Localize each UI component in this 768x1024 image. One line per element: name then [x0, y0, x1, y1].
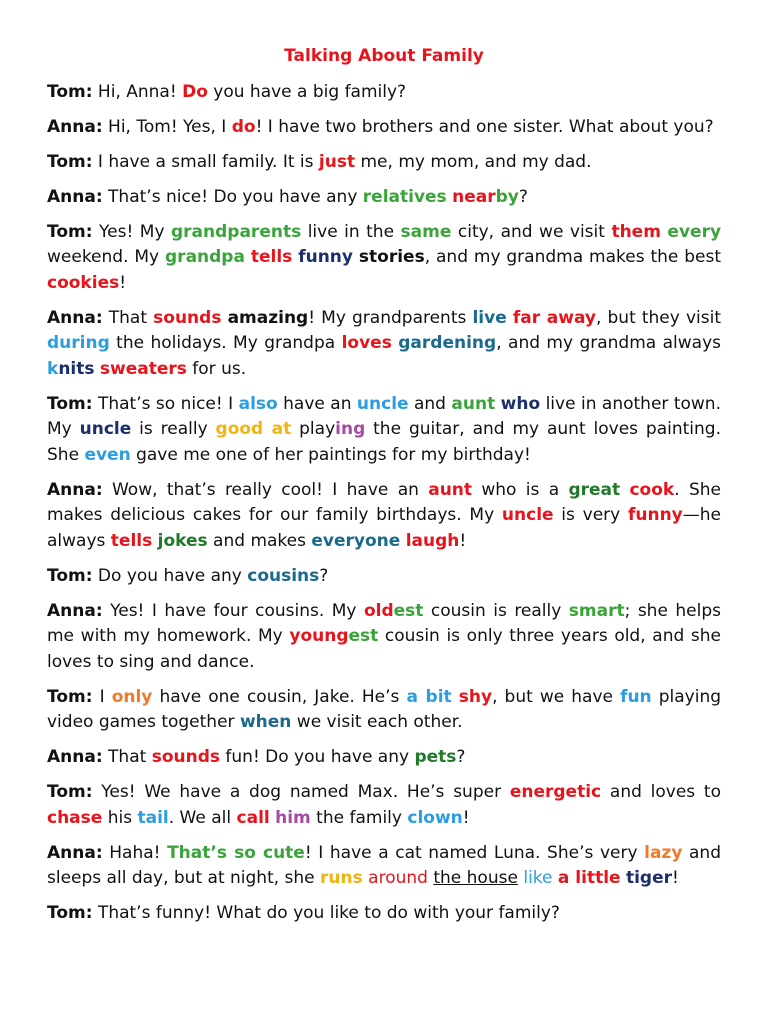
highlighted-word: live: [472, 307, 507, 328]
highlighted-word: like: [523, 868, 553, 888]
dialogue-text: playing video games together: [47, 686, 722, 732]
highlighted-word: during: [47, 333, 110, 353]
highlighted-word: laugh: [405, 530, 460, 551]
speaker-name: Anna:: [47, 842, 103, 863]
dialogue-text: and sleeps all day, but at night, she: [47, 842, 721, 888]
dialogue-line: [47, 392, 721, 469]
dialogue-line: [47, 80, 721, 106]
speaker-name: Tom:: [47, 221, 93, 242]
highlighted-word: aunt: [428, 479, 473, 500]
highlighted-word: also: [238, 393, 278, 414]
dialogue-text: . We all: [168, 807, 237, 828]
highlighted-word: gardening: [398, 333, 497, 353]
dialogue-line: [47, 478, 721, 555]
dialogue-text: , but we have: [492, 686, 621, 707]
dialogue-line: [47, 564, 721, 590]
dialogue-text: , but they visit: [595, 307, 721, 328]
highlighted-word: uncle: [79, 419, 132, 439]
dialogue-text: and loves to: [601, 782, 721, 802]
dialogue-text: weekend. My: [47, 247, 166, 267]
highlighted-word: loves: [341, 333, 392, 353]
dialogue-text: you have a big family?: [207, 81, 407, 102]
highlighted-word: them: [611, 221, 661, 242]
speaker-name: Anna:: [47, 479, 103, 500]
highlighted-word: just: [318, 151, 356, 172]
dialogue-text: have one cousin, Jake. He’s: [152, 686, 407, 707]
highlighted-word: even: [84, 444, 131, 465]
highlighted-word: a bit: [406, 686, 452, 707]
dialogue-text: ! My grandparents: [308, 307, 473, 328]
speaker-name: Anna:: [47, 600, 103, 621]
dialogue-text: !: [462, 807, 470, 828]
dialogue-text: Hi, Anna!: [92, 81, 183, 102]
dialogue-text: live in another town. My: [47, 393, 721, 439]
highlighted-word: uncle: [501, 505, 554, 525]
highlighted-word: stories: [358, 247, 425, 267]
dialogue-text: I have a small family. It is: [92, 151, 319, 172]
dialogue-text: Yes! I have four cousins. My: [102, 600, 364, 621]
highlighted-word: shy: [458, 686, 493, 707]
speaker-name: Tom:: [47, 151, 93, 172]
highlighted-word: tiger: [625, 868, 673, 888]
highlighted-word: pets: [414, 747, 457, 767]
dialogue-text: Wow, that’s really cool! I have an: [102, 479, 429, 500]
dialogue-text: That’s nice! Do you have any: [102, 186, 363, 207]
dialogue-line: [47, 599, 721, 676]
highlighted-word: Do: [182, 81, 208, 102]
speaker-name: Anna:: [47, 307, 103, 328]
dialogue-text: ! I have a cat named Luna. She’s very: [304, 842, 645, 863]
highlighted-word: only: [111, 686, 153, 707]
speaker-name: Tom:: [47, 393, 93, 414]
highlighted-word: a little: [557, 868, 621, 888]
highlighted-word: nits: [58, 358, 95, 379]
dialogue-line: [47, 780, 721, 831]
highlighted-word: uncle: [356, 393, 409, 414]
highlighted-word: relatives: [362, 186, 447, 207]
highlighted-word: call: [236, 807, 270, 828]
dialogue-text: is really: [131, 419, 216, 439]
highlighted-word: everyone: [311, 530, 401, 551]
highlighted-word: the house: [433, 868, 518, 888]
highlighted-word: That’s so cute: [167, 842, 305, 863]
dialogue-line: [47, 150, 721, 176]
dialogue-text: live in the: [301, 221, 401, 242]
highlighted-word: around: [368, 868, 428, 888]
dialogue-text: , and my grandma always: [496, 333, 721, 353]
highlighted-word: by: [495, 186, 519, 207]
highlighted-word: funny: [627, 505, 683, 525]
highlighted-word: sounds: [153, 307, 222, 328]
dialogue-text: cousin is really: [423, 600, 569, 621]
speaker-name: Tom:: [47, 686, 93, 707]
dialogue-text: [452, 687, 459, 707]
highlighted-word: ing: [335, 419, 366, 439]
dialogue-text: , and my grandma makes the best: [424, 247, 722, 267]
highlighted-word: tail: [137, 807, 169, 828]
highlighted-word: far away: [512, 307, 596, 328]
speaker-name: Tom:: [47, 565, 93, 586]
dialogue-text: play: [291, 419, 336, 439]
highlighted-word: funny: [298, 247, 353, 267]
dialogue-text: is very: [553, 505, 628, 525]
highlighted-word: who: [500, 393, 541, 414]
dialogue-text: . She makes delicious cakes for our family birthdays. My: [47, 479, 721, 525]
dialogue-text: That’s funny! What do you like to do with your family?: [92, 903, 560, 923]
highlighted-word: cookies: [47, 272, 120, 293]
highlighted-word: lazy: [644, 842, 683, 863]
highlighted-word: every: [667, 221, 722, 242]
dialogue-text: That: [102, 307, 154, 328]
speaker-name: Anna:: [47, 116, 103, 137]
dialogue-text: cousin is only three years old, and she loves to sing and dance.: [47, 626, 721, 672]
highlighted-word: cook: [629, 479, 675, 500]
dialogue-text: That: [102, 747, 152, 767]
dialogue-text: !: [459, 530, 467, 551]
dialogue-text: Do you have any: [92, 565, 248, 586]
dialogue-text: ?: [518, 186, 528, 207]
highlighted-word: sounds: [151, 747, 220, 767]
highlighted-word: fun: [620, 686, 652, 707]
highlighted-word: when: [239, 712, 292, 732]
dialogue-text: me, my mom, and my dad.: [355, 151, 592, 172]
dialogue-text: fun! Do you have any: [220, 747, 415, 767]
highlighted-word: same: [400, 221, 452, 242]
dialogue-text: ; she helps me with my homework. My: [47, 600, 721, 646]
highlighted-word: great: [568, 479, 621, 500]
highlighted-word: good at: [215, 419, 292, 439]
highlighted-word: grandpa: [165, 247, 245, 267]
highlighted-word: grandparents: [171, 221, 302, 242]
highlighted-word: him: [275, 807, 311, 828]
speaker-name: Tom:: [47, 81, 93, 102]
dialogue-text: who is a: [472, 479, 569, 500]
highlighted-word: old: [363, 600, 394, 621]
highlighted-word: cousins: [247, 565, 320, 586]
dialogue-text: for us.: [186, 358, 247, 379]
highlighted-word: est: [348, 626, 379, 646]
highlighted-word: tells: [250, 247, 293, 267]
dialogue-text: gave me one of her paintings for my birthday!: [130, 444, 531, 465]
dialogue-text: the guitar, and my aunt loves painting. She: [47, 419, 721, 465]
highlighted-word: k: [47, 358, 59, 379]
dialogue-text: Haha!: [102, 842, 168, 863]
highlighted-word: sweaters: [99, 358, 187, 379]
dialogue-line: [47, 745, 721, 771]
dialogue-text: and makes: [207, 530, 312, 551]
dialogue-text: !: [119, 272, 127, 293]
dialogue-text: ! I have two brothers and one sister. What about you?: [255, 116, 714, 137]
dialogue-line: [47, 185, 721, 211]
dialogue-text: Yes! We have a dog named Max. He’s super: [92, 782, 510, 802]
speaker-name: Anna:: [47, 747, 103, 767]
speaker-name: Tom:: [47, 782, 93, 802]
highlighted-word: near: [452, 186, 496, 207]
dialogue-line: [47, 901, 721, 927]
dialogue-text: ?: [456, 747, 466, 767]
highlighted-word: clown: [407, 807, 463, 828]
dialogue-line: [47, 685, 721, 736]
dialogue-text: and: [408, 393, 452, 414]
highlighted-word: energetic: [509, 782, 602, 802]
dialogue-text: That’s so nice! I: [92, 393, 239, 414]
highlighted-word: do: [231, 116, 256, 137]
dialogue-text: Hi, Tom! Yes, I: [102, 116, 232, 137]
dialogue-line: [47, 115, 721, 141]
speaker-name: Tom:: [47, 903, 93, 923]
dialogue-text: the family: [310, 807, 408, 828]
highlighted-word: tells: [110, 530, 153, 551]
dialogue-line: [47, 306, 721, 383]
dialogue-text: !: [672, 868, 679, 888]
dialogue: [47, 80, 721, 927]
highlighted-word: smart: [568, 600, 625, 621]
dialogue-text: ?: [319, 565, 329, 586]
highlighted-word: est: [393, 600, 424, 621]
dialogue-line: [47, 220, 721, 297]
document-title: Talking About Family: [284, 46, 484, 66]
dialogue-line: [47, 841, 721, 892]
speaker-name: Anna:: [47, 186, 103, 207]
dialogue-text: —he always: [47, 505, 721, 551]
dialogue-text: I: [92, 686, 112, 707]
dialogue-text: his: [102, 807, 138, 828]
dialogue-text: have an: [277, 393, 357, 414]
dialogue-text: the holidays. My grandpa: [109, 333, 342, 353]
highlighted-word: amazing: [227, 307, 309, 328]
dialogue-text: Yes! My: [92, 221, 171, 242]
highlighted-word: runs: [320, 868, 363, 888]
dialogue-text: city, and we visit: [451, 221, 612, 242]
highlighted-word: chase: [47, 807, 103, 828]
highlighted-word: aunt: [451, 393, 496, 414]
highlighted-word: young: [289, 626, 349, 646]
dialogue-text: we visit each other.: [291, 712, 463, 732]
highlighted-word: jokes: [157, 530, 208, 551]
